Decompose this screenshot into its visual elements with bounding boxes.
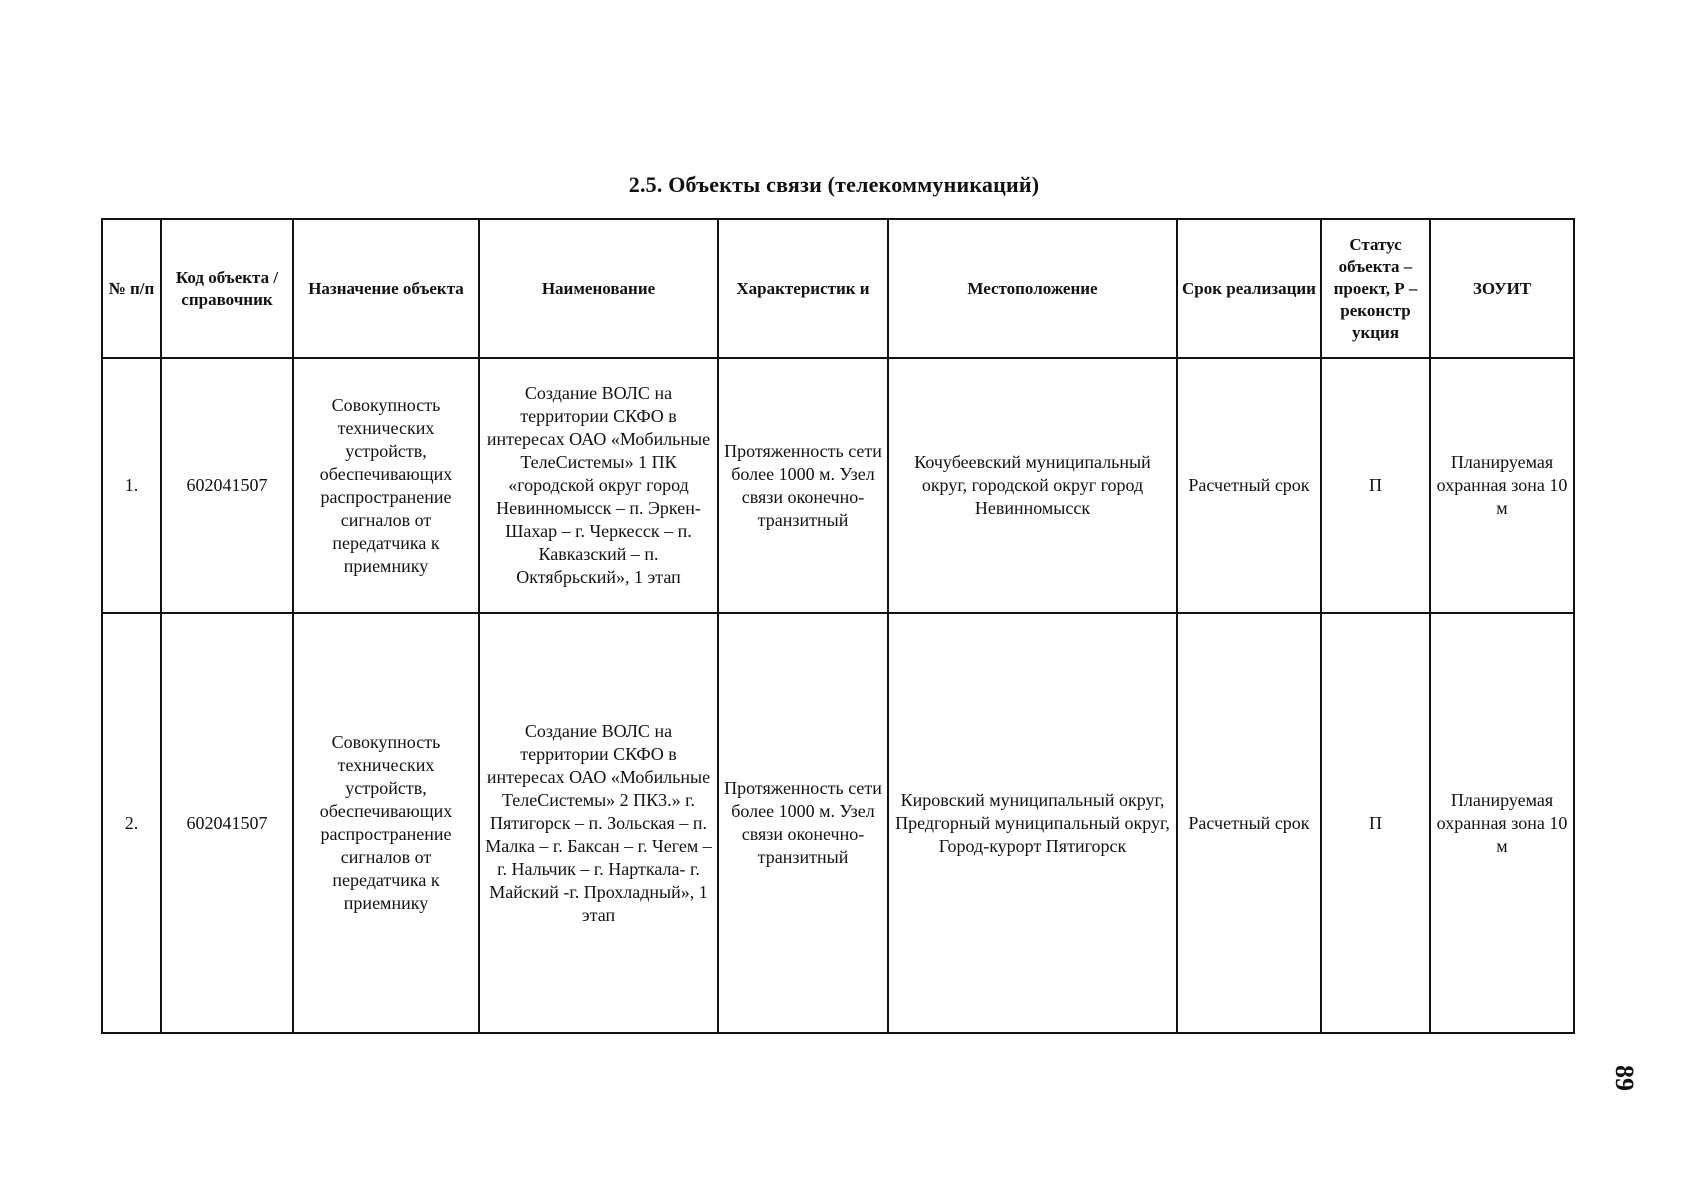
cell-number: 1. <box>102 358 161 613</box>
cell-name: Создание ВОЛС на территории СКФО в интересах ОАО «Мобильные ТелеСистемы» 2 ПК3.» г. Пятигорск – п. Зольская – п. Малка – г. Баксан – г. Чегем – г. Нальчик – г. Нарткала- г. Майский -г. Прохладный», 1 этап <box>479 613 718 1033</box>
table-row <box>102 358 1574 613</box>
section-title: 2.5. Объекты связи (телекоммуникаций) <box>628 172 1040 197</box>
cell-purpose: Совокупность технических устройств, обеспечивающих распространение сигналов от передатчика к приемнику <box>293 613 479 1033</box>
cell-zouit: Планируемая охранная зона 10 м <box>1430 613 1574 1033</box>
header-object-code: Код объекта / справочник <box>161 219 293 358</box>
cell-location: Кочубеевский муниципальный округ, городской округ город Невинномысск <box>888 358 1177 613</box>
header-status: Статус объекта – проект, Р – реконстр укция <box>1321 219 1430 358</box>
header-number: № п/п <box>102 219 161 358</box>
cell-name: Создание ВОЛС на территории СКФО в интересах ОАО «Мобильные ТелеСистемы» 1 ПК «городской округ город Невинномысск – п. Эркен-Шахар – г. Черкесск – п. Кавказский – п. Октябрьский», 1 этап <box>479 358 718 613</box>
telecom-objects-table <box>101 218 1575 1034</box>
header-term: Срок реализации <box>1177 219 1321 358</box>
cell-status: П <box>1321 358 1430 613</box>
cell-term: Расчетный срок <box>1177 613 1321 1033</box>
header-characteristics: Характеристик и <box>718 219 888 358</box>
cell-location: Кировский муниципальный округ, Предгорный муниципальный округ, Город-курорт Пятигорск <box>888 613 1177 1033</box>
cell-object-code: 602041507 <box>161 358 293 613</box>
header-name: Наименование <box>479 219 718 358</box>
cell-term: Расчетный срок <box>1177 358 1321 613</box>
header-zouit: ЗОУИТ <box>1430 219 1574 358</box>
cell-object-code: 602041507 <box>161 613 293 1033</box>
table-header-row <box>102 219 1574 358</box>
cell-purpose: Совокупность технических устройств, обеспечивающих распространение сигналов от передатчика к приемнику <box>293 358 479 613</box>
header-purpose: Назначение объекта <box>293 219 479 358</box>
cell-number: 2. <box>102 613 161 1033</box>
cell-zouit: Планируемая охранная зона 10 м <box>1430 358 1574 613</box>
table-row <box>102 613 1574 1033</box>
cell-status: П <box>1321 613 1430 1033</box>
cell-characteristics: Протяженность сети более 1000 м. Узел связи оконечно-транзитный <box>718 613 888 1033</box>
page-number: 89 <box>1610 1065 1639 1091</box>
header-location: Местоположение <box>888 219 1177 358</box>
cell-characteristics: Протяженность сети более 1000 м. Узел связи оконечно-транзитный <box>718 358 888 613</box>
